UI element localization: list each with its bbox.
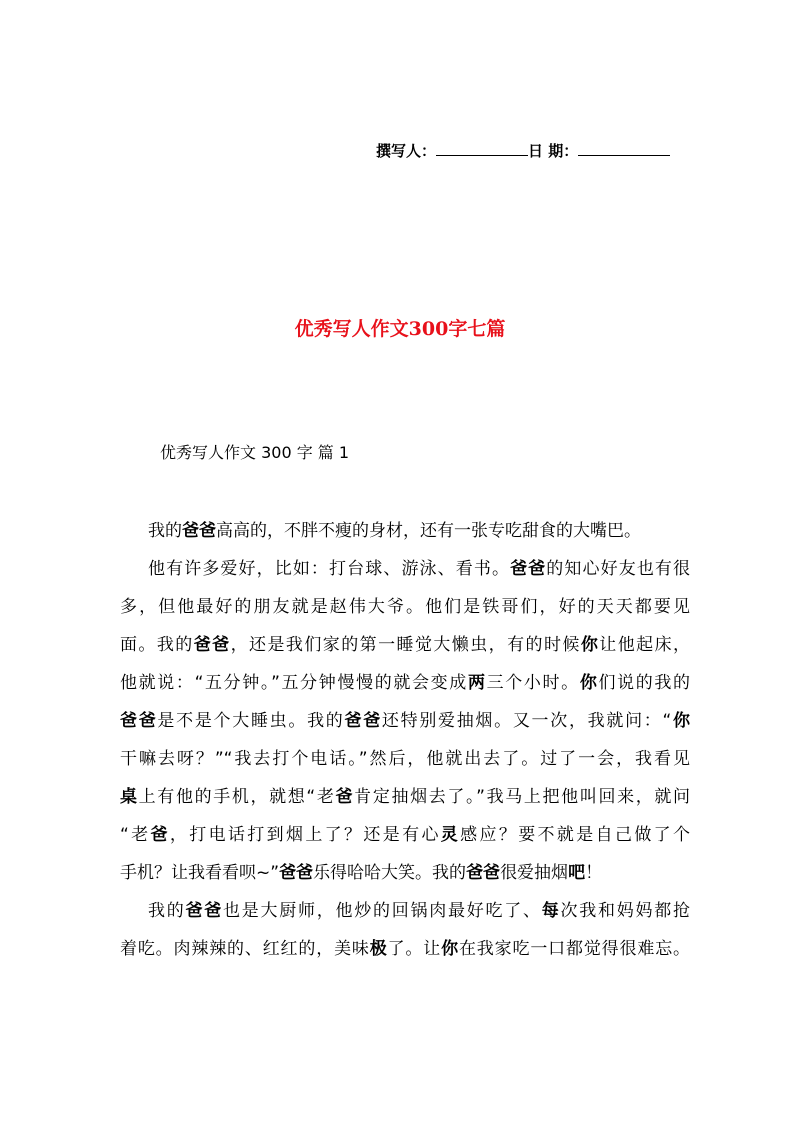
text-line: 干嘛去呀？”“我去打个电话。”然后，他就出去了。过了一会，我看见 bbox=[120, 749, 690, 769]
text-line: 他有许多爱好，比如：打台球、游泳、看书。爸爸的知心好友也有很 bbox=[148, 559, 691, 579]
author-date-header bbox=[376, 140, 670, 161]
text-line: 我的爸爸也是大厨师，他炒的回锅肉最好吃了、每次我和妈妈都抢 bbox=[148, 901, 690, 921]
author-blank bbox=[436, 141, 528, 156]
text-line: 他就说：“五分钟。”五分钟慢慢的就会变成两三个小时。你们说的我的 bbox=[120, 673, 691, 693]
text-line: 我的爸爸高高的，不胖不瘦的身材，还有一张专吃甜食的大嘴巴。 bbox=[148, 521, 641, 541]
text-line: 面。我的爸爸，还是我们家的第一睡觉大懒虫，有的时候你让他起床， bbox=[120, 635, 691, 655]
text-line: 多，但他最好的朋友就是赵伟大爷。他们是铁哥们，好的天天都要见 bbox=[120, 597, 690, 617]
text-line: 手机？让我看看呗~”爸爸乐得哈哈大笑。我的爸爸很爱抽烟吧！ bbox=[120, 863, 603, 883]
section-heading: 优秀写人作文 300 字 篇 1 bbox=[160, 443, 350, 462]
text-line: 桌上有他的手机，就想“老爸肯定抽烟去了。”我马上把他叫回来，就问 bbox=[120, 787, 691, 807]
text-line: 着吃。肉辣辣的、红红的，美味极了。让你在我家吃一口都觉得很难忘。 bbox=[120, 939, 691, 959]
author-label: 撰写人： bbox=[376, 142, 437, 160]
text-line: 爸爸是不是个大睡虫。我的爸爸还特别爱抽烟。又一次，我就问：“你 bbox=[120, 711, 691, 731]
essay-body bbox=[120, 521, 690, 977]
date-label: 日 期： bbox=[528, 142, 579, 160]
text-line: “老爸，打电话打到烟上了？还是有心灵感应？要不就是自己做了个 bbox=[120, 825, 691, 845]
date-blank bbox=[578, 141, 670, 156]
document-title: 优秀写人作文300字七篇 bbox=[294, 318, 506, 340]
